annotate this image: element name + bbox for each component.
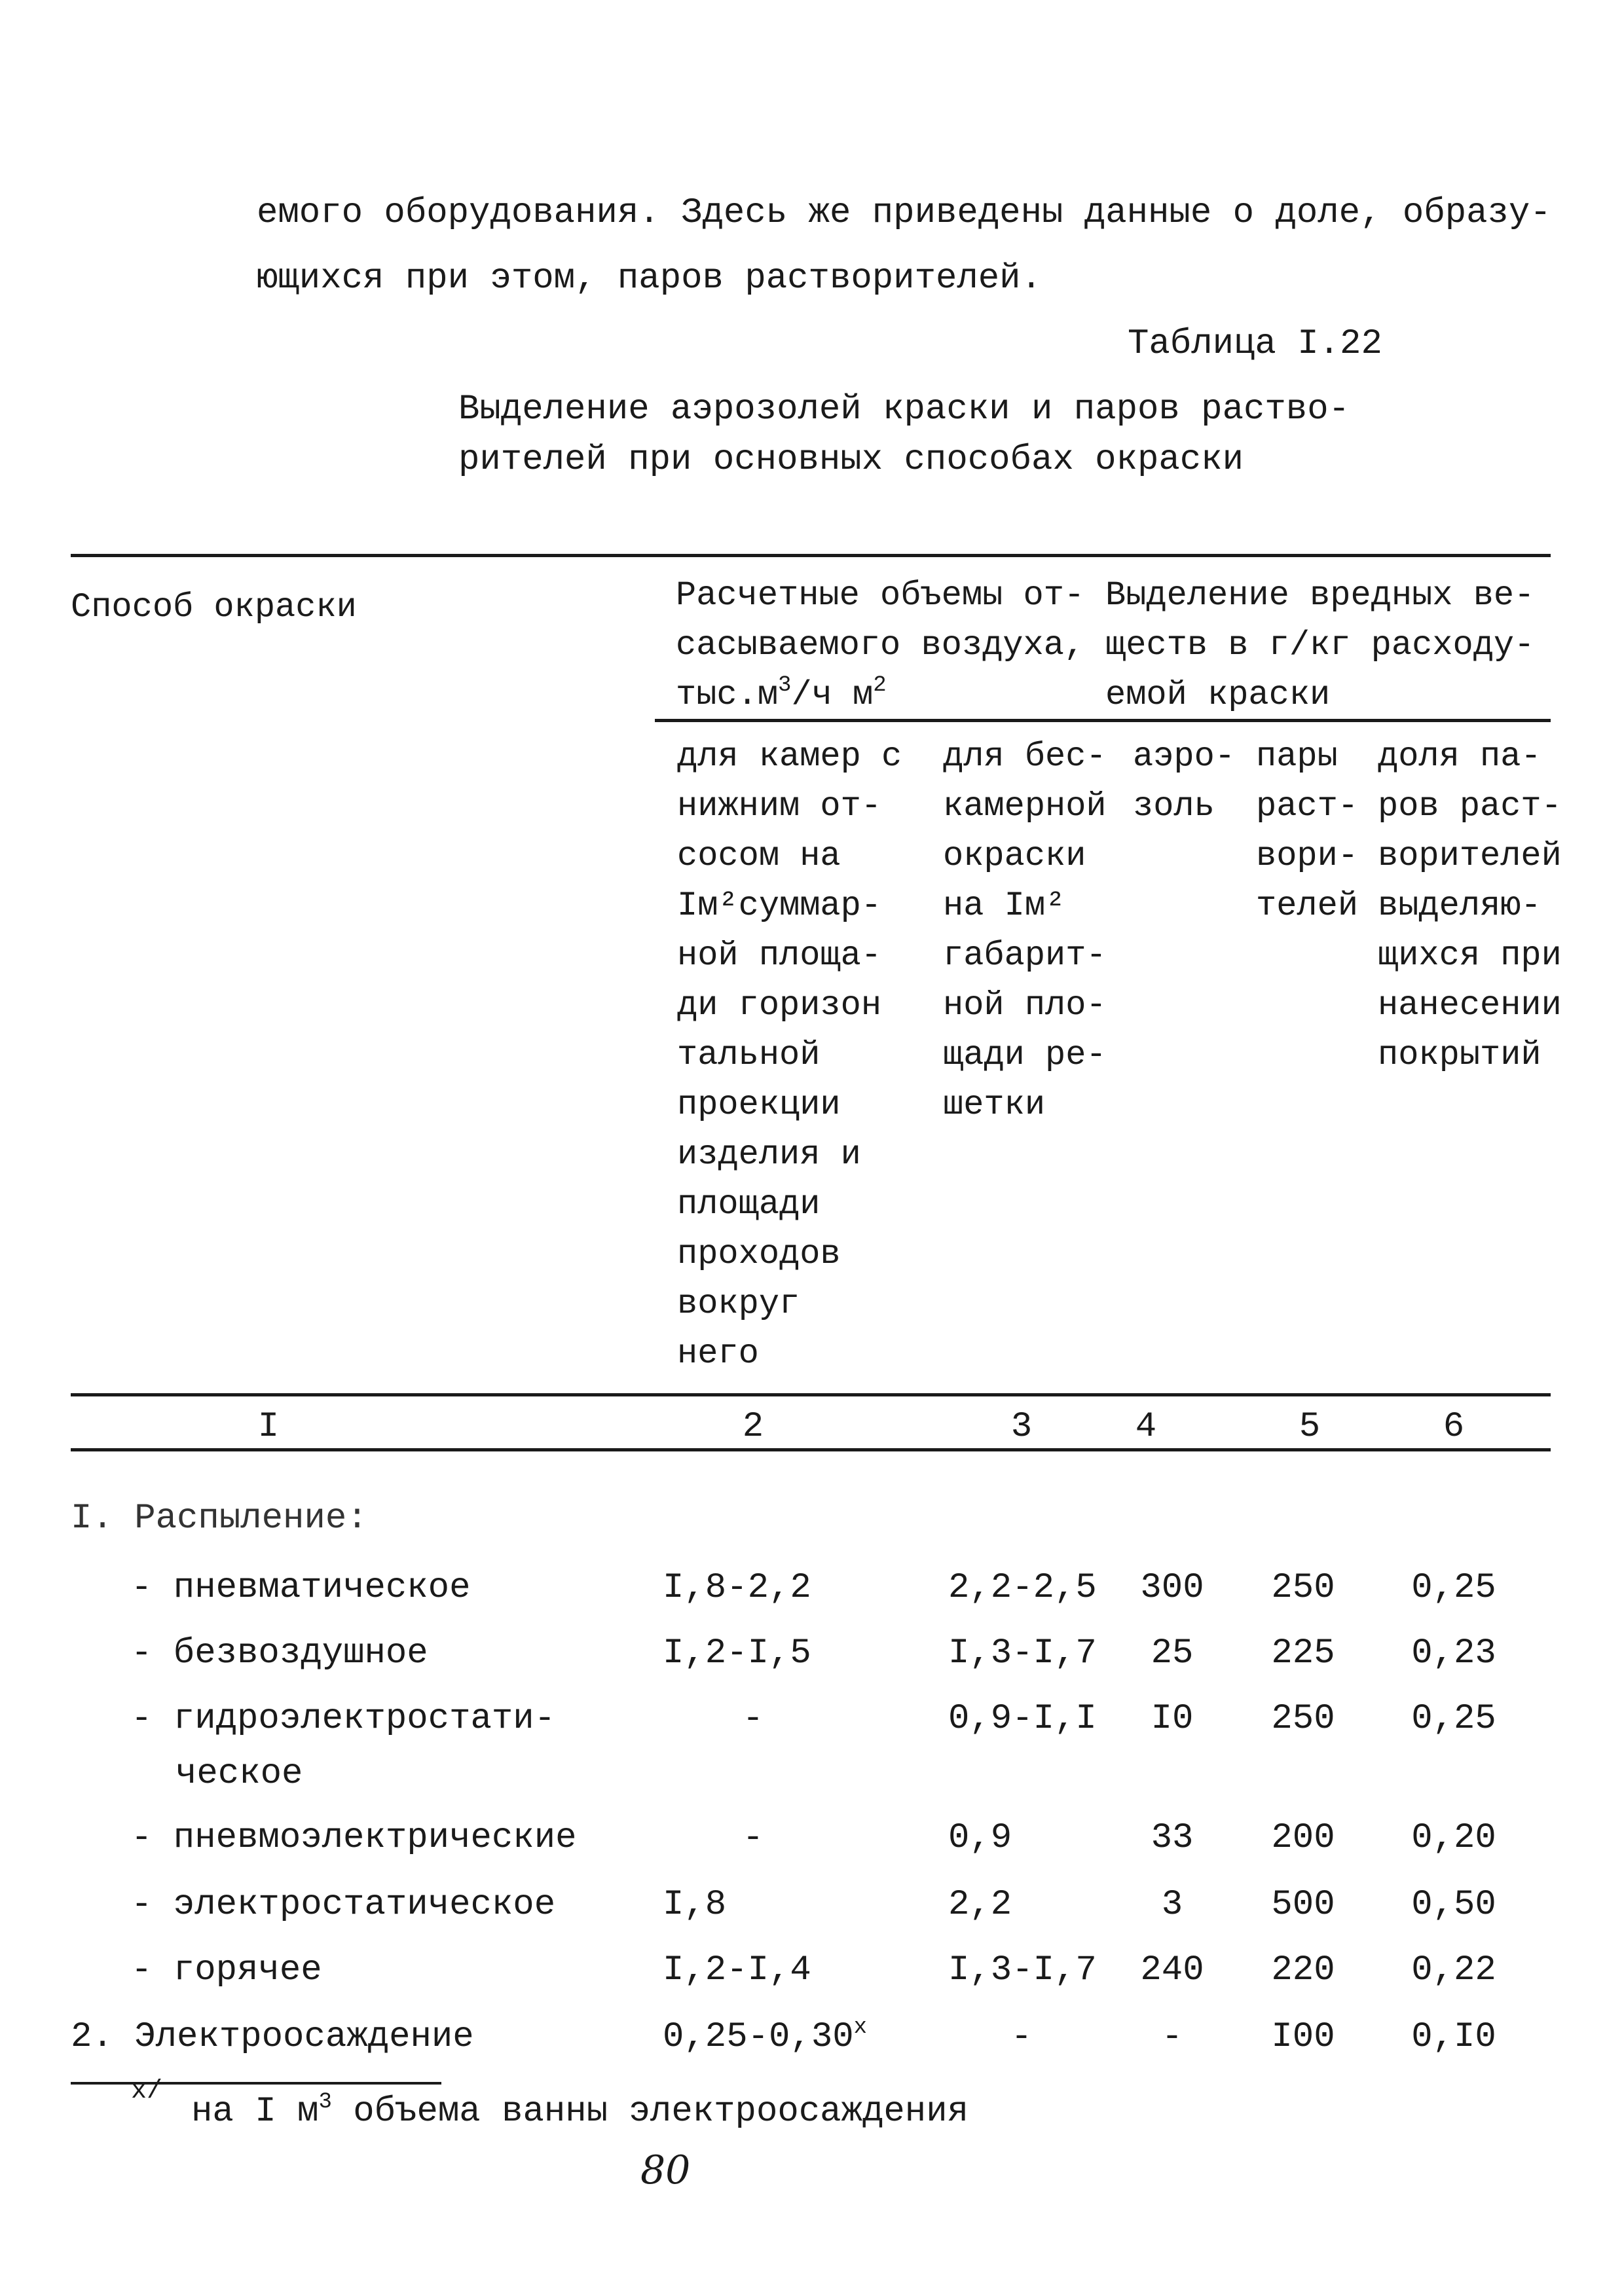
subheader-vapor-share-line: нанесении (1378, 986, 1562, 1025)
column-number-2: 2 (742, 1407, 764, 1447)
row-6-col3: I,3-I,7 (948, 1950, 1097, 1990)
footnote-rule (71, 2082, 441, 2085)
table-top-rule (71, 554, 1551, 557)
row-1-col2: I,8-2,2 (663, 1568, 811, 1608)
header-method: Способ окраски (71, 588, 357, 627)
row-1-col6: 0,25 (1411, 1568, 1496, 1608)
footnote-text-a: на I м (191, 2092, 319, 2132)
row-2-col2: I,2-I,5 (663, 1633, 811, 1673)
subheader-chamber-line: для камер с (677, 737, 902, 776)
subheader-vapor-share-line: покрытий (1378, 1036, 1541, 1074)
row-7-col5: I00 (1271, 2017, 1335, 2057)
row-7-col6: 0,I0 (1411, 2017, 1496, 2057)
header-emissions (1105, 571, 1534, 720)
subheader-chamberless (943, 732, 1107, 1130)
intro-line-1: емого оборудования. Здесь же приведены данные о доле, образу- (257, 193, 1551, 233)
row-7-col4: - (1161, 2017, 1183, 2057)
subheader-aerosol-line: аэро- (1133, 737, 1236, 776)
row-3-col3: 0,9-I,I (948, 1699, 1097, 1739)
row-1-method: - пневматическое (131, 1568, 471, 1608)
header-bottom-rule (71, 1393, 1551, 1396)
subheader-chamber-line: проекции (677, 1085, 841, 1124)
subheader-chamberless-line: окраски (943, 837, 1086, 875)
subheader-vapor-share (1378, 732, 1562, 1080)
row-4-col2: - (742, 1818, 764, 1858)
table-title-line-1: Выделение аэрозолей краски и паров раство- (458, 390, 1350, 429)
header-air-volumes (676, 571, 1084, 720)
row-3-method-cont: ческое (175, 1754, 303, 1794)
row-5-col6: 0,50 (1411, 1885, 1496, 1925)
row-4-col5: 200 (1271, 1818, 1335, 1858)
header-air-volumes-line-3 (676, 670, 1084, 720)
column-number-4: 4 (1135, 1407, 1157, 1447)
subheader-aerosol (1133, 732, 1235, 831)
subheader-solvent-vapors (1256, 732, 1358, 931)
header-air-volumes-unit-b: /ч м (791, 676, 874, 714)
row-5-col4: 3 (1161, 1885, 1183, 1925)
row-7-method: 2. Электроосаждение (71, 2017, 474, 2057)
subheader-chamber (677, 732, 902, 1379)
subheader-vapor-share-line: щихся при (1378, 936, 1562, 975)
row-4-col4: 33 (1151, 1818, 1194, 1858)
column-numbers-rule (71, 1448, 1551, 1451)
row-1-col4: 300 (1140, 1568, 1204, 1608)
subheader-vapor-share-line: ров раст- (1378, 787, 1562, 826)
subheader-aerosol-line: золь (1133, 787, 1215, 826)
row-5-method: - электростатическое (131, 1885, 556, 1925)
subheader-vapor-share-line: выделяю- (1378, 886, 1541, 925)
row-2-col6: 0,23 (1411, 1633, 1496, 1673)
subheader-solvent-vapors-line: вори- (1256, 837, 1359, 875)
section-1-heading: I. Распыление: (71, 1499, 368, 1539)
row-6-col6: 0,22 (1411, 1950, 1496, 1990)
subheader-chamberless-line: для бес- (943, 737, 1107, 776)
subheader-vapor-share-line: доля па- (1378, 737, 1541, 776)
subheader-chamber-line: ной площа- (677, 936, 882, 975)
subheader-chamberless-line: шетки (943, 1085, 1046, 1124)
table-label: Таблица I.22 (1128, 324, 1382, 364)
subheader-solvent-vapors-line: пары (1256, 737, 1338, 776)
subheader-chamberless-line: камерной (943, 787, 1107, 826)
intro-line-2: ющихся при этом, паров растворителей. (257, 259, 1042, 299)
subheader-solvent-vapors-line: раст- (1256, 787, 1359, 826)
row-2-method: - безвоздушное (131, 1633, 428, 1673)
row-3-col6: 0,25 (1411, 1699, 1496, 1739)
subheader-chamber-line: него (677, 1334, 759, 1373)
row-4-method: - пневмоэлектрические (131, 1818, 577, 1858)
header-emissions-line-2: ществ в г/кг расходу- (1105, 626, 1535, 665)
row-1-col5: 250 (1271, 1568, 1335, 1608)
header-air-volumes-line-2: сасываемого воздуха, (676, 626, 1085, 665)
row-4-col3: 0,9 (948, 1818, 1012, 1858)
row-7-col2 (663, 2013, 867, 2062)
footnote-sup: 3 (318, 2090, 332, 2115)
subheader-chamber-line: тальной (677, 1036, 821, 1074)
subheader-chamber-line: сосом на (677, 837, 841, 875)
table-title-line-2: рителей при основных способах окраски (458, 440, 1244, 480)
row-2-col3: I,3-I,7 (948, 1633, 1097, 1673)
page-number: 80 (640, 2147, 691, 2193)
row-5-col5: 500 (1271, 1885, 1335, 1925)
column-number-1: I (257, 1407, 280, 1447)
subheader-chamberless-line: щади ре- (943, 1036, 1107, 1074)
subheader-chamberless-line: габарит- (943, 936, 1107, 975)
footnote-mark: x/ (131, 2077, 163, 2106)
row-3-method: - гидроэлектростати- (131, 1699, 556, 1739)
row-3-col5: 250 (1271, 1699, 1335, 1739)
header-air-volumes-line-1: Расчетные объемы от- (676, 576, 1085, 615)
row-7-col3: - (1010, 2017, 1033, 2057)
row-6-col2: I,2-I,4 (663, 1950, 811, 1990)
row-1-col3: 2,2-2,5 (948, 1568, 1097, 1608)
column-number-5: 5 (1299, 1407, 1321, 1447)
subheader-chamberless-line: на Iм² (943, 886, 1066, 925)
header-air-volumes-unit-a: тыс.м (676, 676, 779, 714)
row-6-col5: 220 (1271, 1950, 1335, 1990)
subheader-chamber-line: Iм²суммар- (677, 886, 882, 925)
row-7-col2-footnote-mark: x (853, 2015, 868, 2040)
row-2-col4: 25 (1151, 1633, 1194, 1673)
row-6-method: - горячее (131, 1950, 322, 1990)
row-7-col2-value: 0,25-0,30 (663, 2017, 854, 2057)
header-air-volumes-sup-2: 2 (873, 673, 887, 698)
subheader-chamber-line: нижним от- (677, 787, 882, 826)
row-6-col4: 240 (1140, 1950, 1204, 1990)
subheader-chamber-line: проходов (677, 1235, 841, 1273)
row-3-col2: - (742, 1699, 764, 1739)
row-4-col6: 0,20 (1411, 1818, 1496, 1858)
header-emissions-line-3: емой краски (1105, 676, 1331, 714)
subheader-chamber-line: ди горизон (677, 986, 882, 1025)
subheader-chamberless-line: ной пло- (943, 986, 1107, 1025)
subheader-solvent-vapors-line: телей (1256, 886, 1359, 925)
header-mid-rule (655, 719, 1551, 722)
row-5-col2: I,8 (663, 1885, 727, 1925)
row-5-col3: 2,2 (948, 1885, 1012, 1925)
subheader-chamber-line: вокруг (677, 1285, 800, 1323)
subheader-chamber-line: площади (677, 1185, 821, 1224)
header-air-volumes-sup-1: 3 (778, 673, 792, 698)
footnote-text (191, 2087, 969, 2137)
subheader-chamber-line: изделия и (677, 1135, 861, 1174)
column-number-3: 3 (1010, 1407, 1033, 1447)
header-emissions-line-1: Выделение вредных ве- (1105, 576, 1535, 615)
row-3-col4: I0 (1151, 1699, 1194, 1739)
subheader-vapor-share-line: ворителей (1378, 837, 1562, 875)
column-number-6: 6 (1443, 1407, 1465, 1447)
footnote-text-b: объема ванны электроосаждения (331, 2092, 969, 2132)
row-2-col5: 225 (1271, 1633, 1335, 1673)
